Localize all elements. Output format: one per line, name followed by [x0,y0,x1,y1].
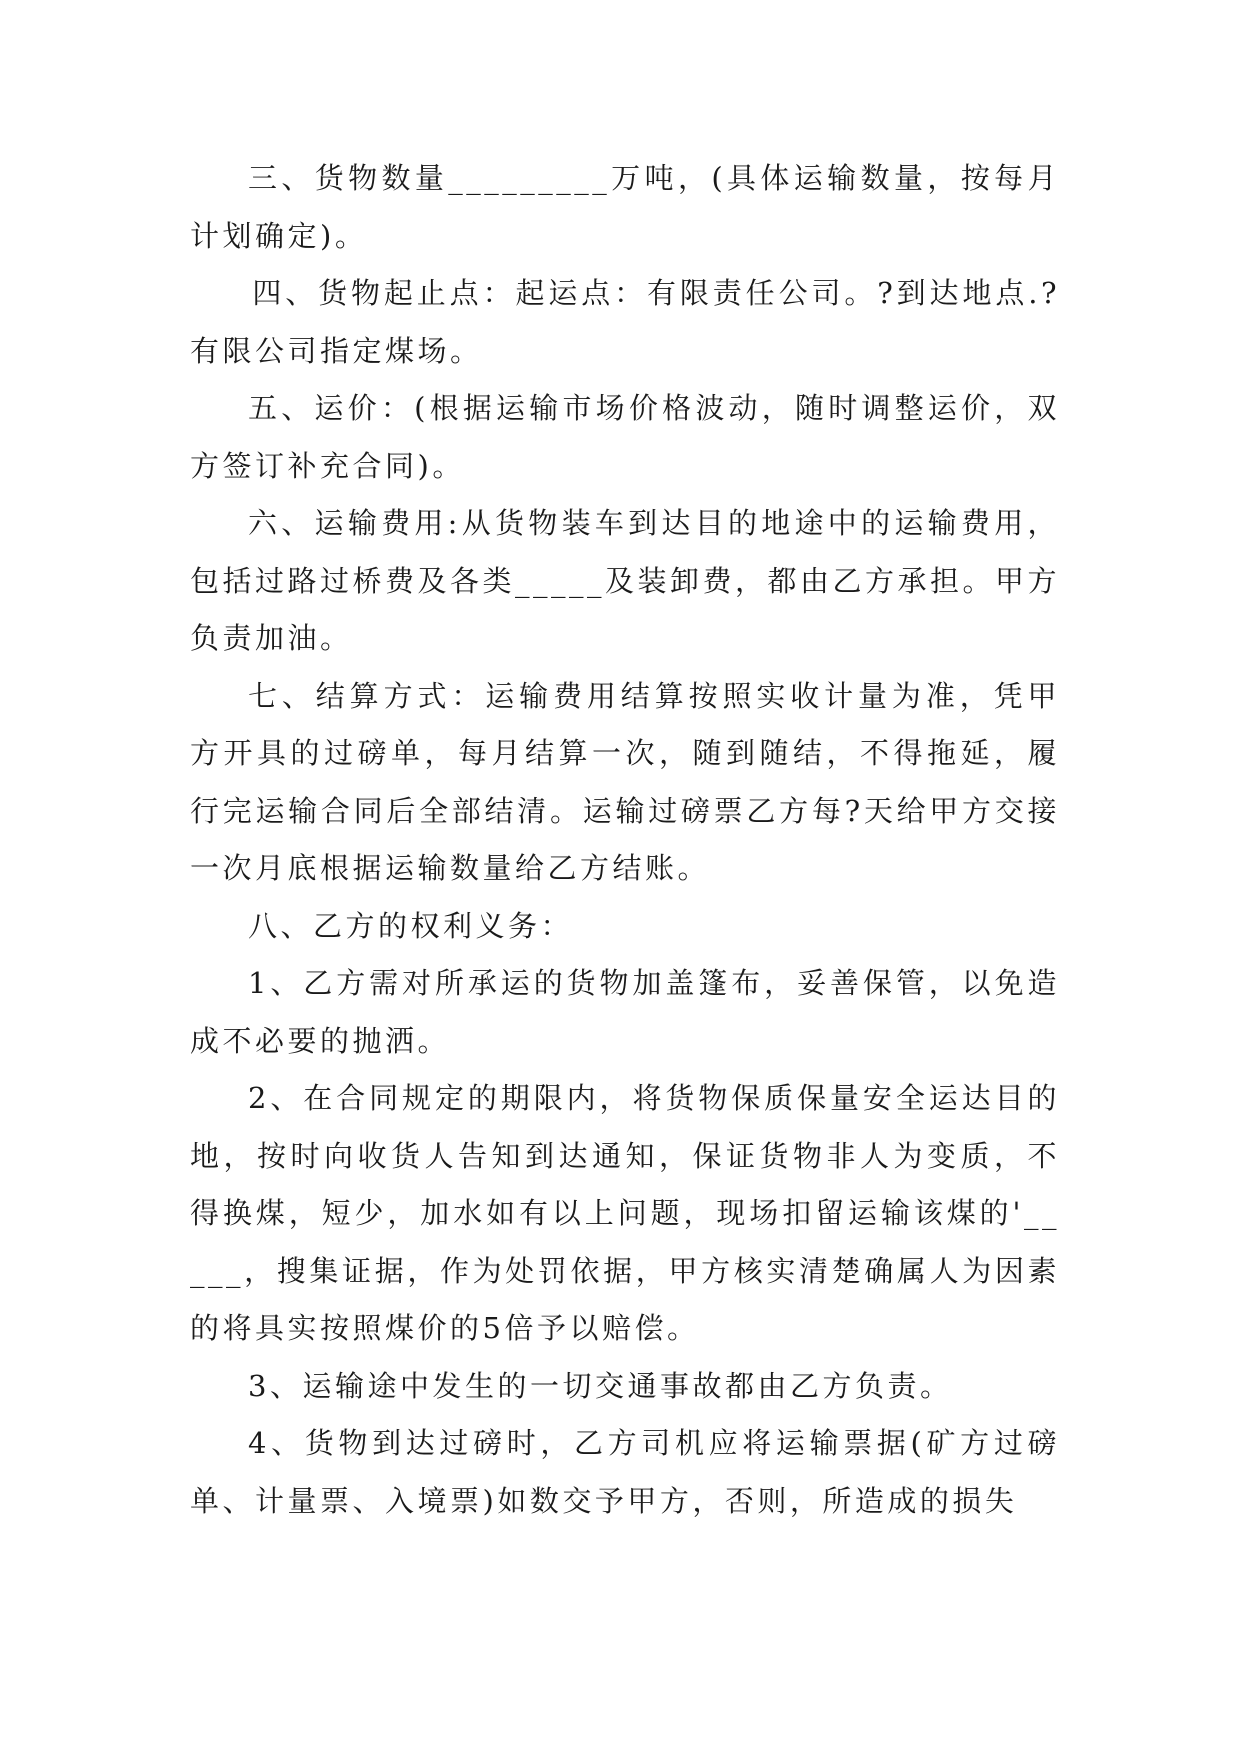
document-page [190,150,1060,1530]
clause-5-freight-price: 五、运价：(根据运输市场价格波动，随时调整运价，双方签订补充合同)。 [190,391,1060,483]
clause-6-transport-costs: 六、运输费用:从货物装车到达目的地途中的运输费用，包括过路过桥费及各类_____及装卸费，都由乙方承担。甲方负责加油。 [190,506,1061,655]
clause-8-item-1: 1、乙方需对所承运的货物加盖篷布，妥善保管，以免造成不必要的抛洒。 [190,966,1060,1058]
clause-4-start-end-points: 四、货物起止点：起运点：有限责任公司。?到达地点.?有限公司指定煤场。 [190,276,1060,368]
clause-3-goods-quantity: 三、货物数量_________万吨，(具体运输数量，按每月计划确定)。 [190,161,1060,253]
clause-8-item-4: 4、货物到达过磅时，乙方司机应将运输票据(矿方过磅单、计量票、入境票)如数交予甲方，否则，所造成的损失 [190,1426,1060,1518]
clause-8-party-b-rights-heading: 八、乙方的权利义务： [248,908,574,943]
clause-8-item-2: 2、在合同规定的期限内，将货物保质保量安全运达目的地，按时向收货人告知到达通知，保证货物非人为变质，不得换煤，短少，加水如有以上问题，现场扣留运输该煤的'_____，搜集证据，作为处罚依据，甲方核实清楚确属人为因素的将具实按照煤价的5倍予以赔偿。 [190,1081,1060,1345]
clause-8-item-3: 3、运输途中发生的一切交通事故都由乙方负责。 [248,1368,953,1403]
clause-7-settlement-method: 七、结算方式：运输费用结算按照实收计量为准，凭甲方开具的过磅单，每月结算一次，随到随结，不得拖延，履行完运输合同后全部结清。运输过磅票乙方每?天给甲方交接一次月底根据运输数量给乙方结账。 [190,678,1060,885]
